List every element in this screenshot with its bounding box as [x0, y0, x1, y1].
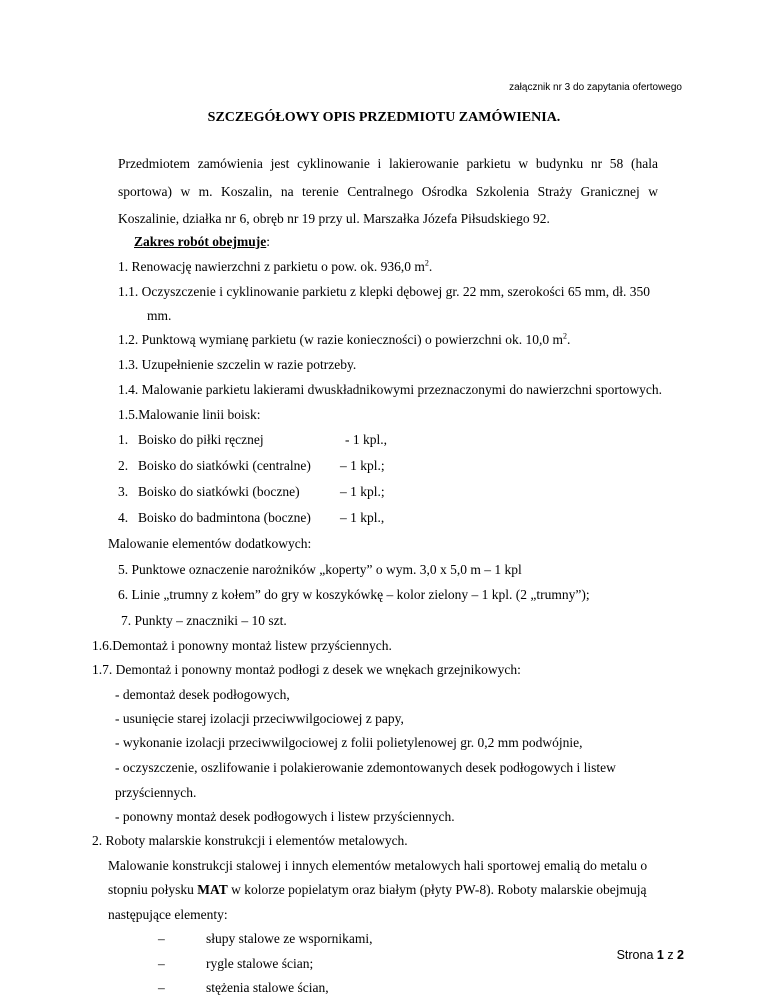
item-1-6: 1.6.Demontaż i ponowny montaż listew przyściennych.: [92, 638, 392, 653]
section-2-paragraph: następujące elementy:: [108, 907, 228, 922]
section-2-heading: 2. Roboty malarskie konstrukcji i elementów metalowych.: [92, 833, 408, 848]
sub-item: - usunięcie starej izolacji przeciwwilgociowej z papy,: [115, 711, 404, 726]
extra-heading: Malowanie elementów dodatkowych:: [108, 536, 312, 551]
section-2-paragraph: stopniu połysku MAT w kolorze popielatym oraz białym (płyty PW-8). Roboty malarskie obejmują: [108, 882, 647, 897]
item-1-2: 1.2. Punktową wymianę parkietu (w razie konieczności) o powierzchni ok. 10,0 $m^2$.: [118, 331, 571, 347]
item-1-7: 1.7. Demontaż i ponowny montaż podłogi z desek we wnękach grzejnikowych:: [92, 662, 521, 677]
extra-item-7: 7. Punkty – znaczniki – 10 szt.: [121, 613, 287, 628]
bullet-item: – rygle stalowe ścian;: [158, 956, 314, 971]
sub-item: przyściennych.: [115, 785, 197, 800]
sub-item: - ponowny montaż desek podłogowych i listew przyściennych.: [115, 809, 455, 824]
page-title: SZCZEGÓŁOWY OPIS PRZEDMIOTU ZAMÓWIENIA.: [207, 110, 561, 125]
section-2-paragraph: Malowanie konstrukcji stalowej i innych elementów metalowych hali sportowej emalią do metalu o: [108, 858, 648, 873]
bullet-item: – stężenia stalowe ścian,: [158, 980, 329, 995]
item-1-5: 1.5.Malowanie linii boisk:: [118, 407, 261, 422]
extra-item-5: 5. Punktowe oznaczenie narożników „koperty” o wym. 3,0 x 5,0 m – 1 kpl: [118, 562, 522, 577]
sub-item: - demontaż desek podłogowych,: [115, 687, 290, 702]
sub-item: - wykonanie izolacji przeciwwilgociowej z folii polietylenowej gr. 0,2 mm podwójnie,: [115, 735, 583, 750]
item-1-1-cont: mm.: [147, 308, 172, 323]
item-1-1: 1.1. Oczyszczenie i cyklinowanie parkietu z klepki dębowej gr. 22 mm, szerokości 65 mm, dł. 350: [118, 284, 650, 299]
sub-item: - oczyszczenie, oszlifowanie i polakierowanie zdemontowanych desek podłogowych i listew: [115, 760, 616, 775]
extra-item-6: 6. Linie „trumny z kołem” do gry w koszykówkę – kolor zielony – 1 kpl. (2 „trumny”);: [118, 587, 590, 602]
item-1-4: 1.4. Malowanie parkietu lakierami dwuskładnikowymi przeznaczonymi do nawierzchni sportowych.: [118, 382, 662, 397]
item-1: 1. Renowację nawierzchni z parkietu o pow. ok. 936,0 $m^2$.: [118, 258, 433, 274]
bullet-item: – słupy stalowe ze wspornikami,: [158, 931, 373, 946]
intro-paragraph: Przedmiotem zamówienia jest cyklinowanie i lakierowanie parkietu w budynku nr 58 (hala sportowa) w m. Koszalin, na terenie Centralnego Ośrodka Szkolenia Straży Granicznej w Koszalinie, działka nr 6, obręb nr 19 przy ul. Marszałka Józefa Piłsudskiego 92.: [118, 156, 658, 226]
page-number: Strona 1 z 2: [616, 948, 684, 962]
annex-label: załącznik nr 3 do zapytania ofertowego: [509, 82, 682, 93]
item-1-3: 1.3. Uzupełnienie szczelin w razie potrzeby.: [118, 357, 357, 372]
scope-heading: Zakres robót obejmuje:: [134, 234, 271, 249]
